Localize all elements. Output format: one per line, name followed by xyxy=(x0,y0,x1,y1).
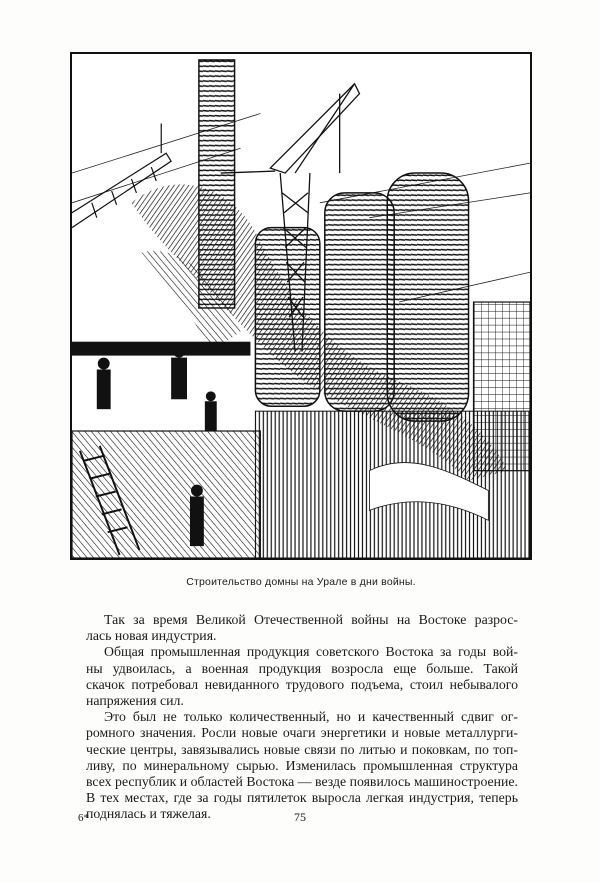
text-line: ны удвоилась, а военная продукция возросла еще больше. Такой xyxy=(86,660,518,676)
text-line: скачок потребовал невиданного трудового подъема, стоил небывалого xyxy=(86,676,518,692)
blast-furnace-construction-engraving-icon xyxy=(72,54,530,558)
text-line: Так за время Великой Отечественной войны на Востоке разрос- xyxy=(104,612,518,627)
text-line: лась новая индустрия. xyxy=(86,628,217,644)
body-text xyxy=(86,612,518,823)
text-line: поднялась и тяжелая. xyxy=(86,806,211,822)
text-line: В тех местах, где за годы пятилеток выросла легкая индустрия, теперь xyxy=(86,790,518,806)
signature-mark: 6* xyxy=(78,812,89,824)
paragraph-1 xyxy=(86,612,518,644)
text-line: ромного значения. Росли новые очаги энергетики и новые металлурги- xyxy=(86,725,518,741)
text-line: ливу, по минеральному сырью. Изменилась промышленная структура xyxy=(86,757,518,773)
illustration-caption: Строительство домны на Урале в дни войны. xyxy=(186,576,416,588)
text-line: всех республик и областей Востока — везде появилось машиностроение. xyxy=(86,774,518,790)
text-line: Общая промышленная продукция советского Востока за годы вой- xyxy=(104,644,518,660)
blast-furnace-illustration xyxy=(70,52,532,560)
paragraph-2 xyxy=(86,644,518,709)
paragraph-3 xyxy=(86,709,518,822)
text-line: напряжения сил. xyxy=(86,693,184,709)
text-line: Это был не только количественный, но и качественный сдвиг ог- xyxy=(104,709,518,725)
page-number: 75 xyxy=(294,810,306,824)
text-line: ческие центры, завязывались новые связи по литью и поковкам, по топ- xyxy=(86,741,518,757)
